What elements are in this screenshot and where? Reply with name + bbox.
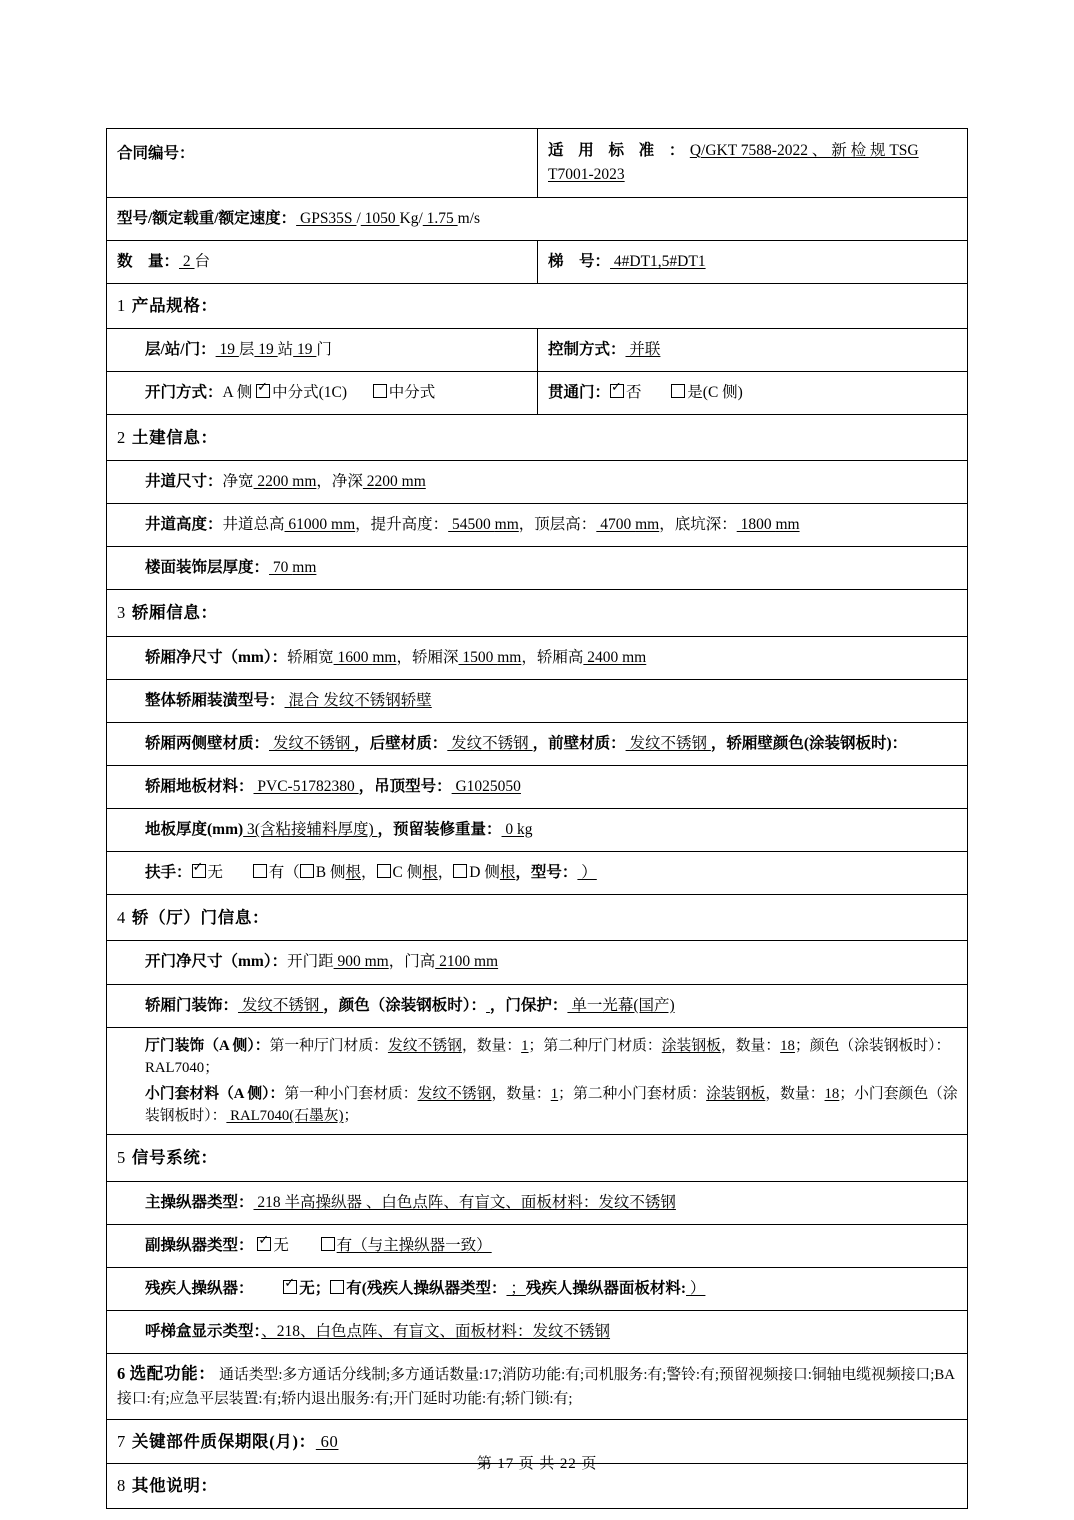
car-door-color-label: ，颜色（涂装钢板时）： [323,996,487,1014]
checkbox-through-yes[interactable] [671,384,685,398]
shaft-width-unit: mm [292,473,317,491]
travel-value: 54500 [448,516,495,534]
wall-color-label: ，轿厢壁颜色(涂装钢板时)： [710,734,908,752]
reserve-weight-label: ，预留装修重量： [377,820,502,838]
pit-unit: mm [775,516,800,534]
section-3-title [107,590,967,636]
disabled-cop-none-label: 无 [299,1279,315,1297]
quantity-value: 2 [179,253,195,271]
jamb-color: RAL7040(石墨灰) [226,1108,344,1125]
floor-material-value: PVC-51782380 [253,777,359,795]
disabled-cop-sep: ； [314,1279,331,1297]
spec-table [106,128,968,1509]
pit-label: ，底坑深： [659,516,737,534]
table-row [107,1135,967,1182]
handrail-none-label: 无 [207,863,224,881]
section-3-number: 3 [117,603,126,623]
open-mode-option-1: 中分式(1C) [272,383,348,401]
side-wall-label: 轿厢两侧壁材质： [145,734,270,752]
section-2-number: 2 [117,427,126,447]
handrail-have-label: 有（ [268,863,300,881]
open-width-value: 900 [333,953,365,971]
front-wall-value: 发纹不锈钢 [625,734,711,752]
control-mode-label: 控制方式： [548,340,626,358]
wall-material-cell [107,723,967,765]
hall-decor-material-2: 涂装钢板 [661,1037,721,1054]
checkbox-handrail-c[interactable] [377,864,391,878]
quantity-unit: 台 [194,253,211,271]
disabled-cop-have-label: 有(残疾人操纵器类型： [346,1279,507,1297]
shaft-height-cell [107,504,967,546]
section-4-number: 4 [117,907,126,927]
handrail-d-value: 根 [499,863,516,881]
door-size-cell [107,941,967,983]
handrail-cell: 扶手： ✓ 无 有（ B 侧根， C 侧根， D 侧根，型号： ） [107,852,967,894]
sub-cop-label: 副操纵器类型： [145,1236,254,1254]
car-height-label: ，轿厢高 [521,648,584,666]
checkbox-handrail-none[interactable] [192,864,206,878]
handrail-b-value: 根 [345,863,362,881]
checkbox-open-center-1c[interactable] [256,384,270,398]
disabled-cop-panel-label: 残疾人操纵器面板材料: [525,1279,687,1297]
pit-value: 1800 [736,516,776,534]
disabled-cop-cell [107,1268,967,1310]
table-row [107,284,967,329]
car-depth-value: 1500 [458,648,498,666]
jamb-qty-label-2: ，数量： [765,1085,825,1102]
travel-unit: mm [494,516,519,534]
table-row [107,723,967,766]
load-value: 1050 [360,210,400,228]
car-width-value: 1600 [333,648,373,666]
control-mode-value: 并联 [625,340,661,358]
total-height-label: 井道总高 [222,516,285,534]
table-row [107,941,967,984]
car-depth-unit: mm [497,648,522,666]
speed-sep: / [418,210,423,228]
total-height-unit: mm [331,516,356,534]
jamb-material-1: 发纹不锈钢 [417,1085,492,1102]
main-cop-label: 主操纵器类型： [145,1193,254,1211]
table-row [107,852,967,895]
floors-unit: 层 [238,340,255,358]
table-row [107,1311,967,1354]
page-footer [0,1452,1074,1473]
hall-decor-label: 厅门装饰（A 侧）： [145,1037,270,1054]
footer-page-number: 17 [497,1456,515,1472]
floor-thickness-cell [107,809,967,851]
hall-decor-qty-label-1: ，数量： [461,1037,522,1054]
handrail-model-value: ） [577,863,597,881]
standard-cell [537,129,967,197]
section-1-number: 1 [117,296,126,316]
checkbox-sub-cop-none[interactable] [257,1237,271,1251]
main-cop-value: 218 半高操纵器 、白色点阵、有盲文、面板材料：发纹不锈钢 [253,1193,676,1211]
disabled-cop-panel-value: ） [686,1279,706,1297]
hall-decor-material-1: 发纹不锈钢 [387,1037,462,1054]
handrail-c-label: C 侧 [392,863,423,881]
hall-door-decor-line [145,1035,959,1079]
jamb-end: ； [343,1108,359,1125]
section-3-label: 轿厢信息： [131,603,218,623]
table-row [107,985,967,1028]
checkbox-handrail-d[interactable] [453,864,467,878]
footer-total-pages: 22 [559,1456,577,1472]
floors-label: 层/站/门： [145,340,216,358]
checkbox-open-center[interactable] [373,384,387,398]
sub-cop-none-label: 无 [273,1236,289,1254]
section-6-label: 选配功能： [129,1363,216,1383]
checkbox-sub-cop-have[interactable] [321,1237,335,1251]
jamb-material-2: 涂装钢板 [706,1085,766,1102]
table-row [107,680,967,723]
hall-decor-qty-label-2: ，数量： [720,1037,781,1054]
ceiling-value: G1025050 [451,777,521,795]
ladder-no-value: 4#DT1,5#DT1 [610,253,706,271]
section-2-label: 土建信息： [131,427,218,447]
section-4-title [107,895,967,941]
table-row [107,590,967,637]
handrail-d-label: D 侧 [469,863,500,881]
quantity-label: 数 量： [117,253,180,271]
table-row [107,198,967,241]
table-row [107,1225,967,1268]
table-row [107,1354,967,1420]
open-mode-cell [107,372,537,414]
hall-box-label: 呼梯盒显示类型： [145,1322,262,1340]
through-door-cell [537,372,967,414]
doors-value: 19 [293,340,317,358]
floor-finish-unit: mm [292,559,317,577]
checkbox-handrail-b[interactable] [300,864,314,878]
open-mode-label: 开门方式： [145,383,223,401]
decor-model-label: 整体轿厢装潢型号： [145,691,285,709]
car-height-unit: mm [622,648,647,666]
hall-decor-text-1: 第一种厅门材质： [269,1037,388,1054]
table-row [107,329,967,372]
section-6-cell [107,1354,967,1419]
jamb-qty-2: 18 [824,1085,840,1102]
car-width-label: 轿厢宽 [287,648,334,666]
section-1-label: 产品规格： [131,296,218,316]
car-door-decor-value: 发纹不锈钢 [238,996,324,1014]
hall-door-decor-cell [107,1028,967,1135]
table-row [107,415,967,462]
through-door-label: 贯通门： [548,383,611,401]
decor-model-value: 混合 发纹不锈钢轿壁 [284,691,432,709]
section-8-label: 其他说明： [131,1476,218,1496]
quantity-cell [107,241,537,283]
car-height-value: 2400 [583,648,623,666]
floor-material-label: 轿厢地板材料： [145,777,254,795]
section-2-title [107,415,967,461]
jamb-text-2: ；第二种小门套材质： [558,1085,707,1102]
model-value: GPS35S [296,210,357,228]
section-5-number: 5 [117,1148,126,1168]
reserve-weight-unit: kg [517,820,533,838]
side-wall-value: 发纹不锈钢 [269,734,355,752]
hall-decor-color: RAL7040 [145,1059,205,1076]
hall-decor-qty-2: 18 [780,1037,795,1054]
car-depth-label: ，轿厢深 [396,648,459,666]
disabled-cop-label: 残疾人操纵器： [145,1279,254,1297]
table-row [107,504,967,547]
open-mode-option-2: 中分式 [388,383,436,401]
hall-box-value: 、218、白色点阵、有盲文、面板材料：发纹不锈钢 [261,1322,611,1340]
disabled-cop-type: ； [506,1279,526,1297]
door-size-label: 开门净尺寸（mm）： [145,953,288,971]
section-1-title [107,284,967,328]
table-row [107,1182,967,1225]
hall-decor-color-label: ；颜色（涂装钢板时）： [794,1037,951,1054]
overhead-unit: mm [635,516,660,534]
through-door-yes: 是(C 侧) [687,383,743,401]
control-mode-cell [537,329,967,371]
table-row [107,547,967,590]
table-row [107,1268,967,1311]
rear-wall-value: 发纹不锈钢 [447,734,533,752]
table-row [107,766,967,809]
standard-value: Q/GKT 7588-2022 、 新 检 规 TSG T7001-2023 [548,142,919,184]
handrail-c-value: 根 [422,863,438,881]
section-7-label: 关键部件质保期限(月)： [131,1431,316,1451]
shaft-size-cell [107,461,967,503]
ceiling-label: ，吊顶型号： [358,777,452,795]
through-door-no: 否 [626,383,642,401]
total-height-value: 61000 [284,516,332,534]
reserve-weight-value: 0 [501,820,517,838]
jamb-qty-1: 1 [550,1085,559,1102]
handrail-model-label: ，型号： [515,863,578,881]
door-height-label: ，门高 [388,953,436,971]
table-row [107,1028,967,1136]
shaft-size-label: 井道尺寸： [145,473,223,491]
handrail-b-label: B 侧 [315,863,346,881]
checkbox-disabled-cop-have[interactable] [330,1280,344,1294]
sub-cop-cell [107,1225,967,1267]
hall-decor-qty-1: 1 [521,1037,529,1054]
section-5-title [107,1135,967,1181]
jamb-text-1: 第一种小门套材质： [284,1085,418,1102]
checkbox-handrail-have[interactable] [253,864,267,878]
hall-decor-text-2: ；第二种厅门材质： [528,1037,662,1054]
ladder-no-cell [537,241,967,283]
travel-label: ，提升高度： [355,516,449,534]
table-row [107,129,967,198]
floor-finish-label: 楼面装饰层厚度： [145,559,270,577]
floors-cell [107,329,537,371]
open-mode-side: A 侧 [222,383,253,401]
load-unit: Kg [399,210,419,228]
speed-value: 1.75 [422,210,458,228]
floor-finish-cell [107,547,967,589]
car-size-cell [107,637,967,679]
car-floor-cell [107,766,967,808]
shaft-width-value: 2200 [253,473,293,491]
footer-middle: 页 共 [518,1456,556,1472]
car-door-decor-label: 轿厢门装饰： [145,996,239,1014]
door-protect-label: ，门保护： [489,996,568,1014]
contract-no-label: 合同编号： [117,145,195,162]
table-row [107,461,967,504]
overhead-value: 4700 [596,516,636,534]
hall-decor-end: ； [204,1059,220,1076]
stops-value: 19 [254,340,278,358]
table-row [107,895,967,942]
contract-no-cell [107,129,537,197]
jamb-qty-label-1: ，数量： [491,1085,551,1102]
handrail-label: 扶手： [145,863,192,881]
overhead-label: ，顶层高： [518,516,597,534]
floor-finish-value: 70 [269,559,293,577]
section-4-label: 轿（厅）门信息： [131,907,270,927]
doors-unit: 门 [316,340,332,358]
model-label-text: 型号/额定载重/额定速度： [117,210,297,228]
open-width-unit: mm [364,953,389,971]
ladder-no-label: 梯 号： [548,253,611,271]
door-protect-value: 单一光幕(国产) [567,996,675,1014]
front-wall-label: ，前壁材质： [532,734,626,752]
jamb-line [145,1083,959,1127]
speed-unit: m/s [457,210,481,228]
decor-model-cell [107,680,967,722]
stops-unit: 站 [277,340,294,358]
shaft-depth-label: ，净深 [316,473,363,491]
table-row [107,241,967,284]
section-7-value: 60 [315,1431,339,1451]
floor-thickness-label: 地板厚度(mm) [145,820,244,838]
hall-box-cell [107,1311,967,1353]
checkbox-through-no[interactable] [610,384,624,398]
shaft-width-label: 净宽 [222,473,254,491]
footer-suffix: 页 [581,1456,598,1472]
car-size-label: 轿厢净尺寸（mm）： [145,648,288,666]
checkbox-disabled-cop-none[interactable] [283,1280,297,1294]
table-row [107,637,967,680]
main-cop-cell [107,1182,967,1224]
car-door-decor-cell [107,985,967,1027]
floor-thickness-value: 3(含粘接辅料厚度) [243,820,378,838]
shaft-depth-value: 2200 [362,473,402,491]
car-width-unit: mm [372,648,397,666]
section-5-label: 信号系统： [131,1148,218,1168]
table-row [107,372,967,415]
floors-value: 19 [215,340,239,358]
shaft-depth-unit: mm [401,473,426,491]
model-sep-1: / [356,210,361,228]
section-7-number: 7 [117,1431,126,1451]
shaft-height-label: 井道高度： [145,516,223,534]
sub-cop-have-label: 有（与主操纵器一致） [336,1236,492,1254]
section-8-number: 8 [117,1476,126,1496]
rear-wall-label: ，后壁材质： [354,734,448,752]
jamb-label: 小门套材料（A 侧）： [145,1085,285,1102]
section-6-value: 通话类型:多方通话分线制;多方通话数量:17;消防功能:有;司机服务:有;警铃:有;预留视频接口:铜轴电缆视频接口;BA 接口:有;应急平层装置:有;轿内退出服务:有;开门延时功能:有;轿门锁:有; [117,1366,955,1407]
standard-label: 适 用 标 准 ： [548,142,690,159]
table-row [107,809,967,852]
footer-prefix: 第 [476,1456,493,1472]
section-6-number: 6 [117,1363,126,1383]
open-width-label: 开门距 [287,953,334,971]
door-height-value: 2100 [435,953,474,971]
model-cell [107,198,967,240]
door-height-unit: mm [473,953,499,971]
jamb-color-label: ；小门套颜色（涂装钢板时）： [145,1085,958,1125]
